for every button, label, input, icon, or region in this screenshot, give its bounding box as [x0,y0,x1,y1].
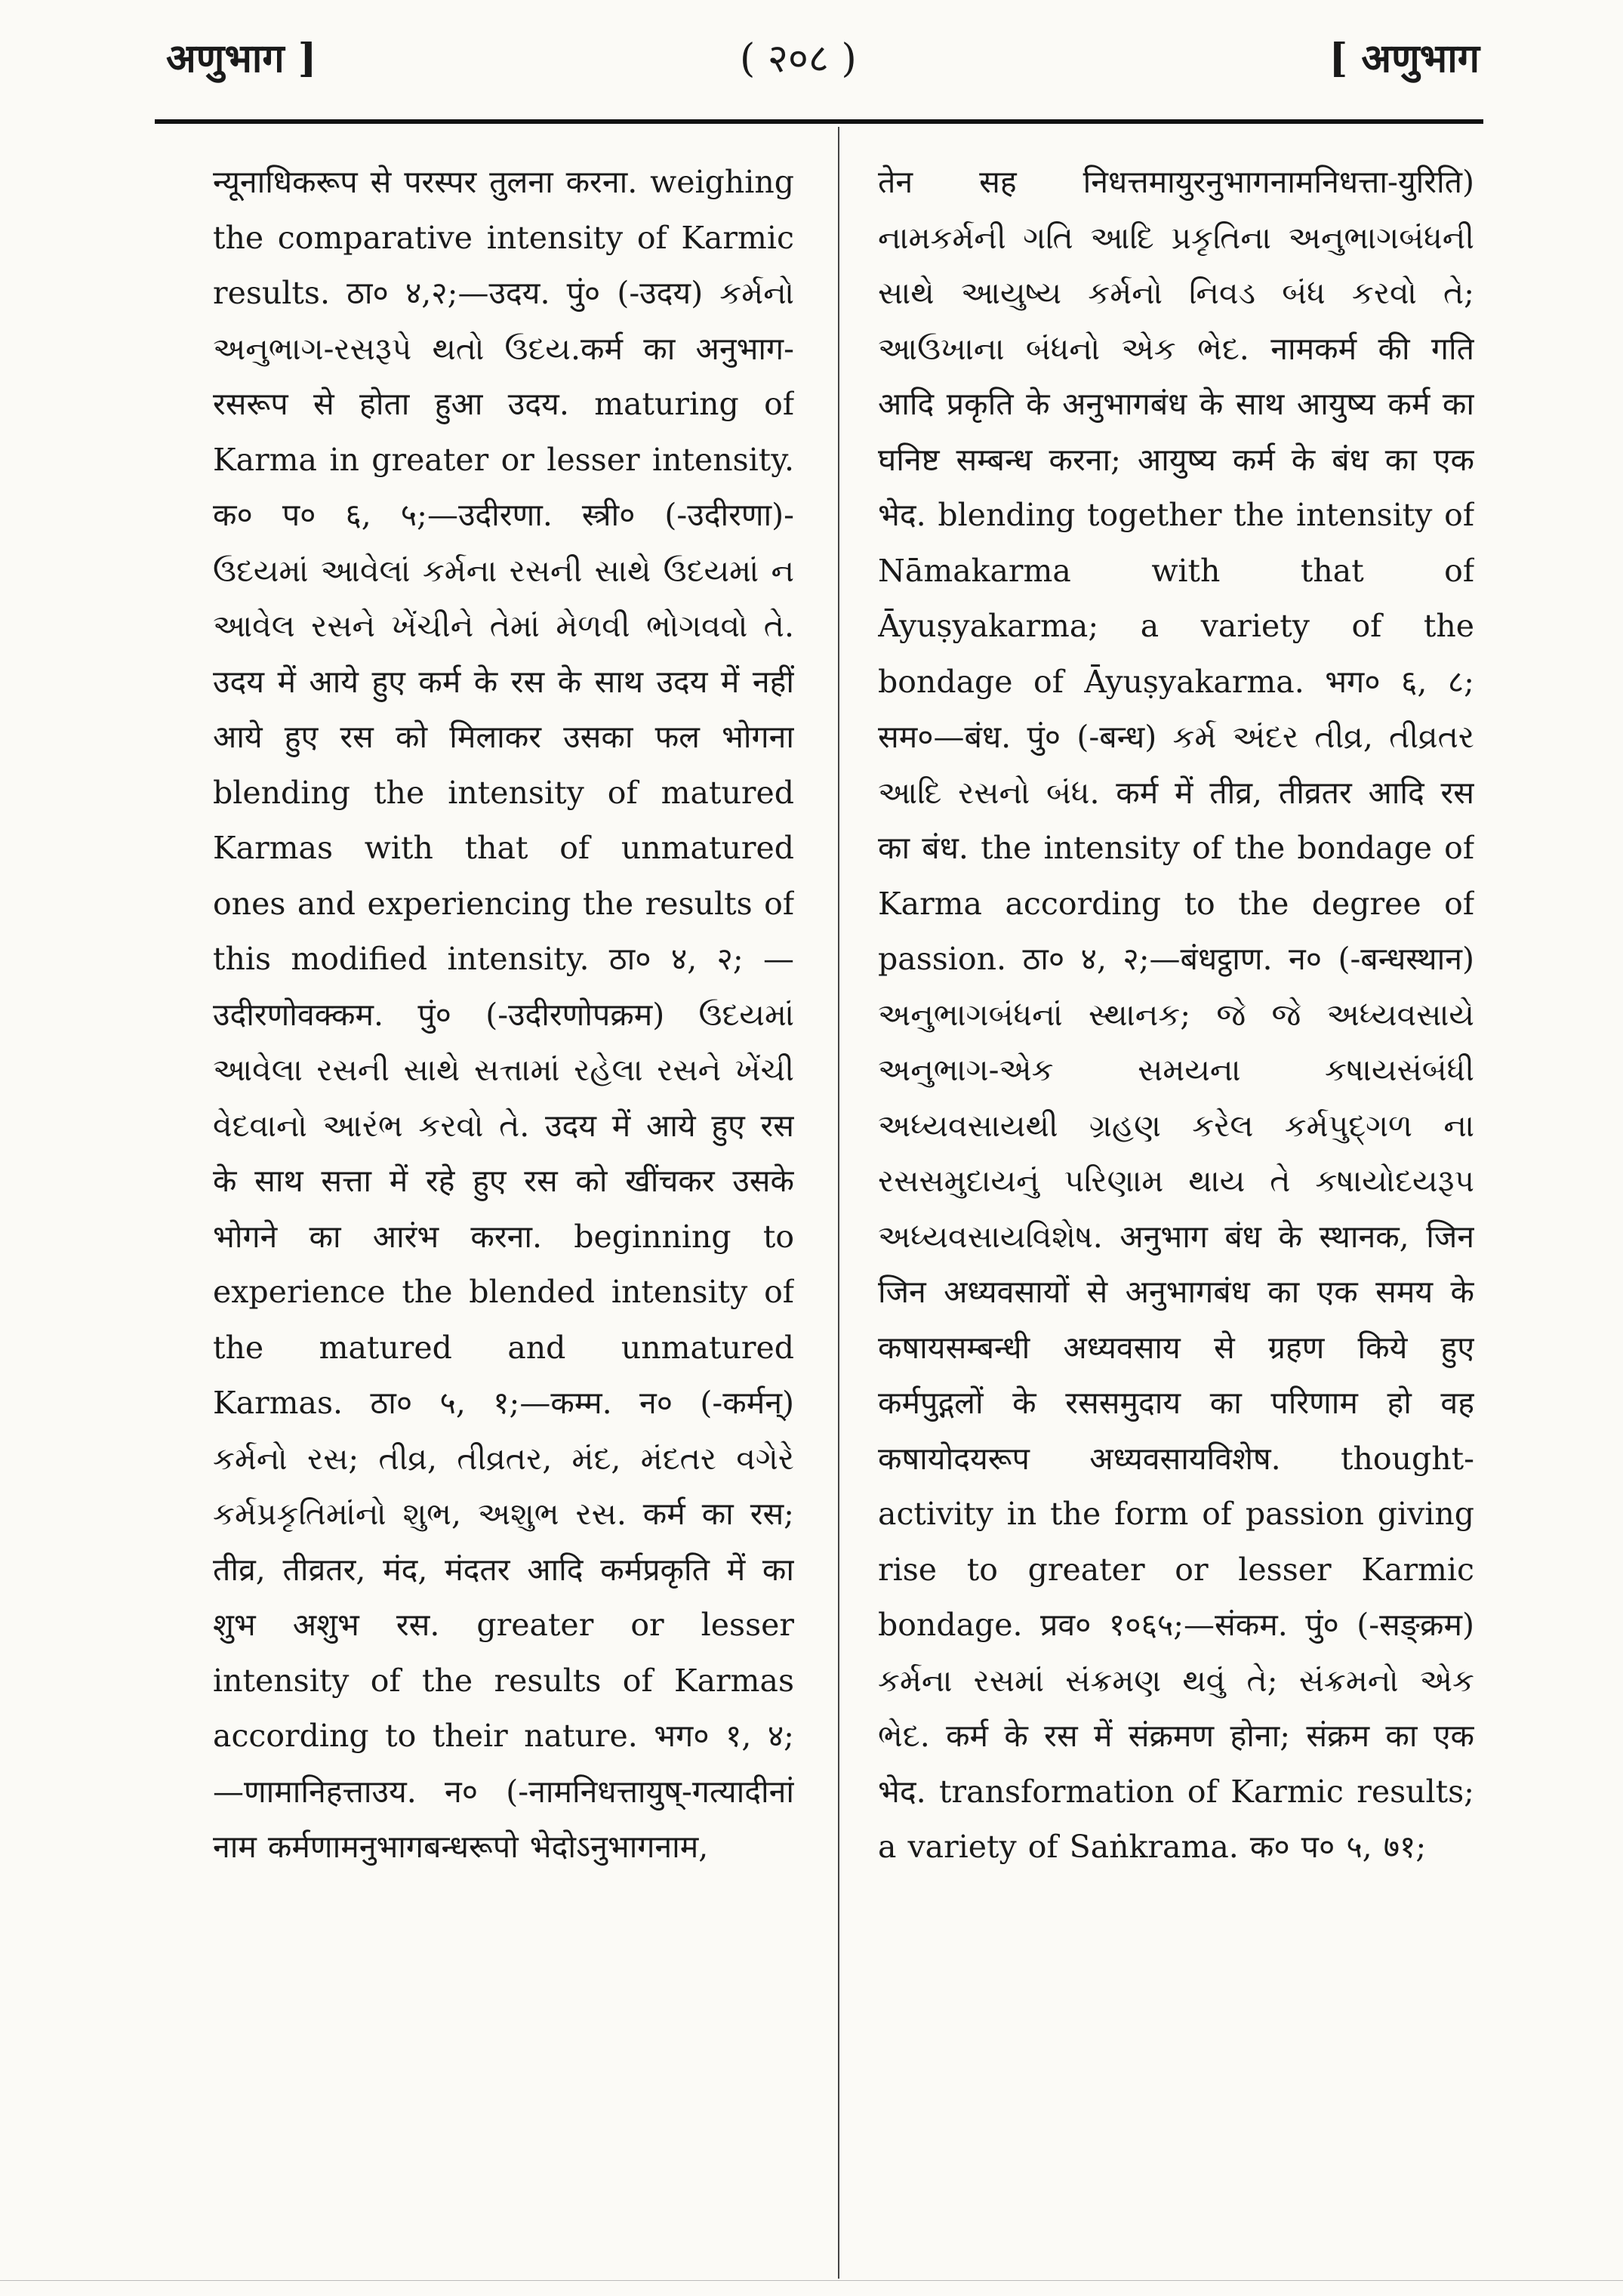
bottom-edge-line [0,2280,1623,2281]
running-head-right: [ अणुभाग [1329,35,1480,82]
left-column-text: न्यूनाधिकरूप से परस्पर तुलना करना. weighing the comparative intensity of Karmic results. ठा० ४,२;—उदय. पुं० (-उदय) કર્મનો અનુભાગ-રસરૂપે થતો ઉદય.कर्म का अनुभाग-रसरूप से होता हुआ उदय. maturing of Karma in greater or lesser intensity. क० प० ६, ५;—उदीरणा. स्त्री० (-उदीरणा)-ઉદયમાં આવેલાં કર્મના રસની સાથે ઉદયમાં ન આવેલ રસને ખેંચીને તેમાં મેળવી ભોગવવો તે. उदय में आये हुए कर्म के रस के साथ उदय में नहीं आये हुए रस को मिलाकर उसका फल भोगना blending the intensity of matured Karmas with that of unmatured ones and experiencing the results of this modified intensity. ठा० ४, २; —उदीरणोवक्कम. पुं० (-उदीरणोपक्रम) ઉદયમાં આવેલા રસની સાથે સત્તામાં રહેલા રસને ખેંચી વેદવાનો આરંભ કરવો તે. उदय में आये हुए रस के साथ सत्ता में रहे हुए रस को खींचकर उसके भोगने का आरंभ करना. beginning to experience the blended intensity of the matured and unmatured Karmas. ठा० ५, १;—कम्म. न० (-कर्मन्) કર્મનો રસ; તીવ્ર, તીવ્રતર, મંદ, મંદતર વગેરે કર્મપ્રકૃતિમાંનો શુભ, અશુભ રસ. कर्म का रस; तीव्र, तीव्रतर, मंद, मंदतर आदि कर्मप्रकृति में का शुभ अशुभ रस. greater or lesser intensity of the results of Karmas according to their nature. भग० १, ४;—णामानिहत्ताउय. न० (-नामनिधत्तायुष्-गत्यादीनां नाम कर्मणामनुभागबन्धरूपो भेदोऽनुभागनाम, [213,164,794,1865]
header-rule [155,119,1483,124]
running-head-left: अणुभाग ] [166,35,317,82]
column-divider [838,127,839,2279]
page-number: ( २०८ ) [740,36,857,82]
right-column-text: तेन सह निधत्तमायुरनुभागनामनिधत्ता-युरिति) નામકર્મની ગતિ આદિ પ્રકૃતિના અનુભાગબંધની સાથે આયુષ્ય કર્મનો નિવડ બંધ કરવો તે; આઉખાના બંધનો એક ભેદ. नामकर्म की गति आदि प्रकृति के अनुभागबंध के साथ आयुष्य कर्म का घनिष्ट सम्बन्ध करना; आयुष्य कर्म के बंध का एक भेद. blending together the intensity of Nāmakarma with that of Āyuṣyakarma; a variety of the bondage of Āyuṣyakarma. भग० ६, ८; सम०—बंध. पुं० (-बन्ध) કર્મ અંદર તીવ્ર, તીવ્રતર આદિ રસનો બંધ. कर्म में तीव्र, तीव्रतर आदि रस का बंध. the intensity of the bondage of Karma according to the degree of passion. ठा० ४, २;—बंधट्ठाण. न० (-बन्धस्थान) અનુભાગબંધનાં સ્થાનક; જે જે અધ્યવસાયે અનુભાગ-એક સમયના કષાયસંબંધી અધ્યવસાયથી ગ્રહણ કરેલ કર્મપુદ્ગળ ના રસસમુદાયનું પરિણામ થાય તે કષાયોદયરૂપ અધ્યવસાયવિશેષ. अनुभाग बंध के स्थानक, जिन जिन अध्यवसायों से अनुभागबंध का एक समय के कषायसम्बन्धी अध्यवसाय से ग्रहण किये हुए कर्मपुद्गलों के रससमुदाय का परिणाम हो वह कषायोदयरूप अध्यवसायविशेष. thought-activity in the form of passion giving rise to greater or lesser Karmic bondage. प्रव० १०६५;—संकम. पुं० (-सङ्क्रम) કર્મના રસમાં સંક્રમણ થવું તે; સંક્રમનો એક ભેદ. कर्म के रस में संक्रमण होना; संक्रम का एक भेद. transformation of Karmic results; a variety of Saṅkrama. क० प० ५, ७१; [878,164,1474,1865]
left-column [213,155,794,2254]
right-column [878,155,1474,2254]
